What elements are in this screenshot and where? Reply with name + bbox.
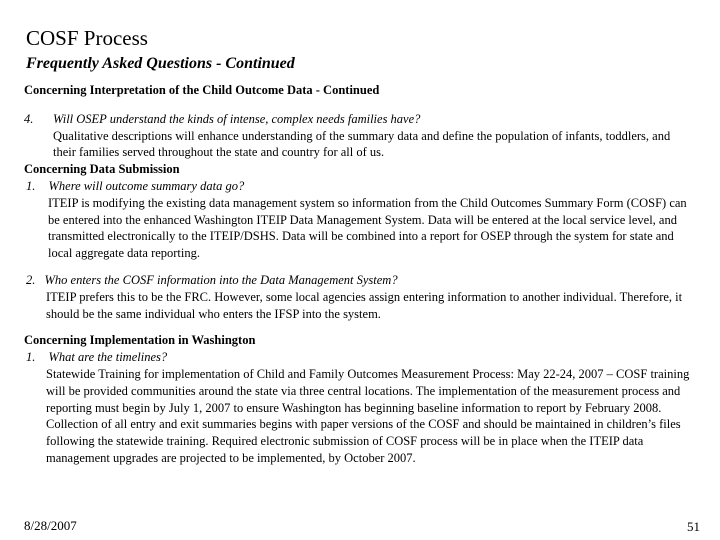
answer-text: Qualitative descriptions will enhance understanding of the summary data and define the population of infants, toddlers, and their families served throughout the state and country for all of us. [53, 128, 671, 160]
footer-date: 8/28/2007 [24, 518, 77, 533]
section-heading-interpretation: Concerning Interpretation of the Child Outcome Data - Continued [24, 83, 380, 97]
faq-item-ds-q2 [24, 272, 700, 322]
question-text: Will OSEP understand the kinds of intense, complex needs families have? [53, 111, 421, 126]
slide-subtitle: Frequently Asked Questions - Continued [26, 55, 295, 72]
answer-text: ITEIP is modifying the existing data management system so information from the Child Outcomes Summary Form (COSF) can be entered into the enhanced Washington ITEIP Data Management System. Data will be entered at the local service level, and transmitted electronically to the ITEIP/DSHS. Data will be combined into a report for OSEP through the system for state and local aggregate data reporting. [48, 195, 687, 261]
question-text: Where will outcome summary data go? [48, 178, 245, 193]
faq-item-ds-q1 [24, 178, 700, 262]
question-number: 4. [24, 111, 34, 126]
faq-item-q4 [24, 111, 700, 161]
faq-item-im-q1 [24, 349, 700, 467]
slide-body [24, 82, 700, 467]
question-text: Who enters the COSF information into the Data Management System? [44, 272, 398, 287]
question-number: 1. [26, 178, 36, 193]
section-heading-implementation: Concerning Implementation in Washington [24, 333, 256, 348]
answer-text: Statewide Training for implementation of Child and Family Outcomes Measurement Process: May 22-24, 2007 – COSF training will be provided communities around the state via three central locations. The implementation of the measurement process and reporting must begin by July 1, 2007 to ensure Washington has beginning baseline information to report by February 2008. Collection of all entry and exit summaries begins with paper versions of the COSF and should be maintained in children’s files following the statewide training. Required electronic submission of COSF process will be in place when the ITEIP data management upgrades are projected to be implemented, by October 2007. [46, 366, 690, 465]
page-number: 51 [687, 519, 700, 534]
question-text: What are the timelines? [48, 350, 168, 365]
answer-text: ITEIP prefers this to be the FRC. However, some local agencies assign entering information to another individual. Therefore, it should be the same individual who enters the IFSP into the system. [46, 289, 683, 321]
slide-title: COSF Process [26, 26, 148, 50]
question-number: 2. [26, 272, 36, 287]
question-number: 1. [26, 350, 36, 365]
section-heading-data-submission: Concerning Data Submission [24, 162, 180, 177]
